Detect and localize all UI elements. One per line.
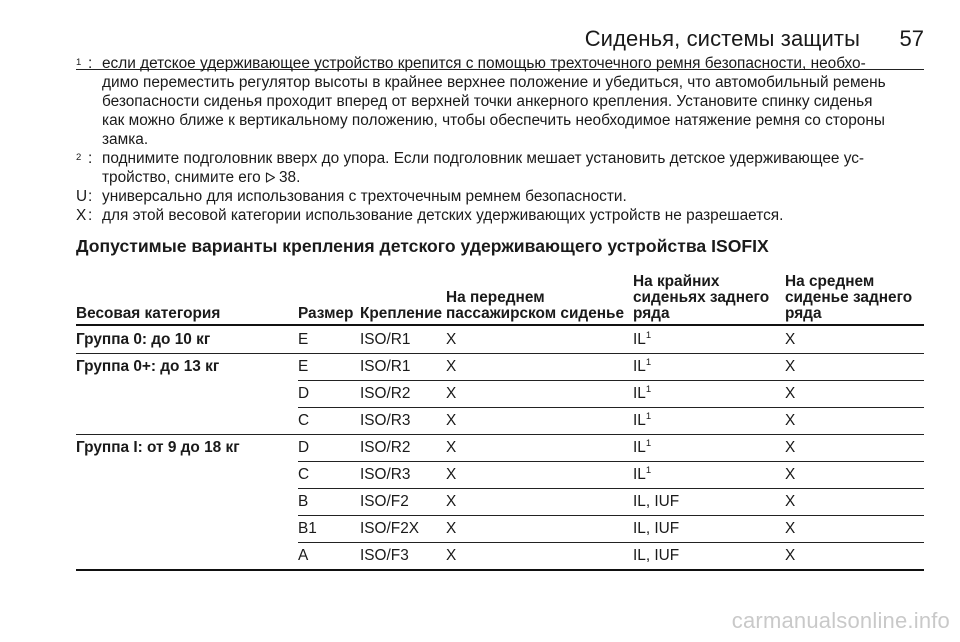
col-mount-cell <box>360 385 410 403</box>
cell-value: Группа 0: до 10 кг <box>76 331 211 348</box>
cell-value: D <box>298 385 310 402</box>
col-size-cell <box>298 412 309 430</box>
cell-value: X <box>446 358 457 375</box>
col-size-cell <box>298 547 308 565</box>
col-front-passenger-cell <box>446 493 456 511</box>
col-rear-middle-cell <box>785 466 795 484</box>
col-mount-cell <box>360 547 409 565</box>
footnote-ref: 1 <box>645 438 652 449</box>
cell-value: D <box>298 439 310 456</box>
header-line: ряда <box>633 305 670 322</box>
footnote-key <box>76 54 86 73</box>
col-rear-middle-cell <box>785 331 795 349</box>
page-reference: 38. <box>278 169 301 186</box>
cell-value: X <box>446 493 457 510</box>
section-heading: Допустимые варианты крепления детского удерживающего устройства ISOFIX <box>76 236 769 256</box>
col-weight-category-cell <box>76 331 210 349</box>
table-row <box>76 353 924 380</box>
col-rear-middle-cell <box>785 385 795 403</box>
col-front-passenger-cell <box>446 439 456 457</box>
col-mount-cell <box>360 466 410 484</box>
cell-value: ISO/R1 <box>360 331 411 348</box>
cell-value: IL, IUF <box>633 547 680 564</box>
col-size-cell <box>298 493 308 511</box>
footnote-colon: : <box>88 55 93 72</box>
cell-value: X <box>446 385 457 402</box>
cell-value: X <box>785 547 796 564</box>
cell-value: C <box>298 466 310 483</box>
cell-value: IL <box>633 439 646 456</box>
header-line: На переднем <box>446 289 545 306</box>
footnote-line: как можно ближе к вертикальному положению, чтобы обеспечить необходимое натяжение ремня со стороны <box>102 112 885 129</box>
table-row <box>76 434 924 461</box>
table-row <box>76 488 924 515</box>
col-rear-middle-cell <box>785 493 795 511</box>
col-front-passenger-cell <box>446 331 456 349</box>
cell-value: X <box>785 412 796 429</box>
cell-value: IL <box>633 412 646 429</box>
footnote-ref: 1 <box>645 384 652 395</box>
table-bottom-rule <box>76 569 924 571</box>
col-front-passenger-cell <box>446 412 456 430</box>
cell-value: ISO/F2 <box>360 493 409 510</box>
col-size-header <box>298 306 353 322</box>
cell-value: ISO/R3 <box>360 412 411 429</box>
col-rear-outer-cell <box>633 493 679 511</box>
footnote-line: поднимите подголовник вверх до упора. Если подголовник мешает установить детское удерживающее ус- <box>102 150 865 167</box>
footnote-line: тройство, снимите его 38. <box>102 169 301 186</box>
manual-page <box>76 0 924 642</box>
cell-value: IL <box>633 466 646 483</box>
table-row <box>76 407 924 434</box>
footnote-line: для этой весовой категории использование детских удерживающих устройств не разрешается. <box>102 207 784 224</box>
col-rear-middle-cell <box>785 439 795 457</box>
footnote-line: универсально для использования с трехточечным ремнем безопасности. <box>102 188 627 205</box>
header-line: пассажирском сиденье <box>446 305 625 322</box>
cell-value: ISO/F2X <box>360 520 420 537</box>
header-line: Весовая категория <box>76 305 221 322</box>
col-rear-outer-cell <box>633 412 651 430</box>
arrow-reference-icon <box>265 172 276 183</box>
header-line: На среднем <box>785 273 875 290</box>
cell-value: X <box>785 493 796 510</box>
footnote-key: U <box>76 188 88 205</box>
header-line: сиденьях заднего <box>633 289 770 306</box>
table-row <box>76 326 924 353</box>
col-size-cell <box>298 466 309 484</box>
watermark: carmanualsonline.info <box>731 608 950 633</box>
cell-value: ISO/F3 <box>360 547 409 564</box>
footnote-ref: 1 <box>645 465 652 476</box>
table-row <box>76 380 924 407</box>
header-title: Сиденья, системы защиты <box>584 26 860 51</box>
cell-value: Группа 0+: до 13 кг <box>76 358 220 375</box>
footnote-colon: : <box>88 188 93 205</box>
col-mount-cell <box>360 358 410 376</box>
footnote-ref: 1 <box>645 411 652 422</box>
footnote-colon: : <box>88 150 93 167</box>
cell-value: X <box>446 520 457 537</box>
footnote-item <box>76 187 924 206</box>
footnote-line: если детское удерживающее устройство крепится с помощью трехточечного ремня безопасности, необхо- <box>102 55 866 72</box>
col-size-cell <box>298 520 317 538</box>
col-rear-middle-header <box>785 274 912 322</box>
footnote-item <box>76 149 924 187</box>
cell-value: X <box>446 547 457 564</box>
col-rear-middle-cell <box>785 412 795 430</box>
cell-value: ISO/R3 <box>360 466 411 483</box>
col-mount-cell <box>360 412 410 430</box>
cell-value: ISO/R2 <box>360 385 411 402</box>
col-rear-outer-cell <box>633 385 651 403</box>
cell-value: B1 <box>298 520 317 537</box>
col-mount-cell <box>360 331 410 349</box>
cell-value: X <box>446 412 457 429</box>
col-size-cell <box>298 385 309 403</box>
cell-value: IL <box>633 358 646 375</box>
footnotes <box>76 54 924 225</box>
footnote-line: замка. <box>102 131 149 148</box>
col-weight-category-cell <box>76 358 219 376</box>
col-front-passenger-cell <box>446 358 456 376</box>
col-rear-outer-cell <box>633 358 651 376</box>
cell-value: X <box>785 385 796 402</box>
footnote-line: безопасности сиденья проходит вперед от верхней точки анкерного крепления. Установите спинку сиденья <box>102 93 873 110</box>
page-number: 57 <box>899 26 924 51</box>
col-mount-cell <box>360 520 419 538</box>
col-size-cell <box>298 358 308 376</box>
col-mount-cell <box>360 439 410 457</box>
footnote-text <box>102 187 924 206</box>
col-rear-middle-cell <box>785 547 795 565</box>
col-mount-header <box>360 306 442 322</box>
table-row <box>76 515 924 542</box>
header-line: На крайних <box>633 273 720 290</box>
col-front-passenger-cell <box>446 520 456 538</box>
footnote-item <box>76 54 924 149</box>
col-rear-middle-cell <box>785 358 795 376</box>
cell-value: ISO/R2 <box>360 439 411 456</box>
cell-value: X <box>446 439 457 456</box>
cell-value: E <box>298 358 309 375</box>
footnote-key <box>76 149 86 168</box>
cell-value: E <box>298 331 309 348</box>
cell-value: B <box>298 493 309 510</box>
table-row <box>76 542 924 569</box>
cell-value: X <box>785 520 796 537</box>
table-header <box>76 274 924 324</box>
footnote-text <box>102 206 924 225</box>
footnote-text <box>102 149 924 187</box>
header-line: сиденье заднего <box>785 289 913 306</box>
cell-value: X <box>785 439 796 456</box>
col-weight-category-cell <box>76 439 240 457</box>
col-rear-outer-cell <box>633 331 651 349</box>
col-front-passenger-cell <box>446 385 456 403</box>
footnote-key: X <box>76 207 87 224</box>
col-front-passenger-cell <box>446 547 456 565</box>
col-mount-cell <box>360 493 409 511</box>
cell-value: C <box>298 412 310 429</box>
col-weight-category-header <box>76 306 220 322</box>
cell-value: X <box>785 331 796 348</box>
cell-value: X <box>446 331 457 348</box>
cell-value: Группа I: от 9 до 18 кг <box>76 439 240 456</box>
cell-value: ISO/R1 <box>360 358 411 375</box>
col-rear-outer-cell <box>633 466 651 484</box>
col-size-cell <box>298 439 309 457</box>
col-size-cell <box>298 331 308 349</box>
cell-value: X <box>785 358 796 375</box>
page-header <box>76 20 924 54</box>
cell-value: X <box>446 466 457 483</box>
table-row <box>76 461 924 488</box>
isofix-table <box>76 273 924 564</box>
cell-value: X <box>785 466 796 483</box>
cell-value: A <box>298 547 309 564</box>
cell-value: IL <box>633 385 646 402</box>
footnote-ref: 1 <box>645 357 652 368</box>
footnote-item <box>76 206 924 225</box>
cell-value: IL, IUF <box>633 493 680 510</box>
footnote-marker: 2 <box>76 152 82 163</box>
cell-value: IL <box>633 331 646 348</box>
footnote-line: димо переместить регулятор высоты в крайнее верхнее положение и убедиться, что автомобильный ремень <box>102 74 886 91</box>
col-rear-middle-cell <box>785 520 795 538</box>
col-rear-outer-cell <box>633 547 679 565</box>
footnote-ref: 1 <box>645 330 652 341</box>
col-front-passenger-header <box>446 290 624 322</box>
col-front-passenger-cell <box>446 466 456 484</box>
col-rear-outer-cell <box>633 520 679 538</box>
header-line: Размер <box>298 305 354 322</box>
footnote-colon: : <box>88 207 93 224</box>
col-rear-outer-cell <box>633 439 651 457</box>
cell-value: IL, IUF <box>633 520 680 537</box>
header-line: Крепление <box>360 305 443 322</box>
footnote-text <box>102 54 924 149</box>
col-rear-outer-header <box>633 274 769 322</box>
header-line: ряда <box>785 305 822 322</box>
footnote-marker: 1 <box>76 57 82 68</box>
